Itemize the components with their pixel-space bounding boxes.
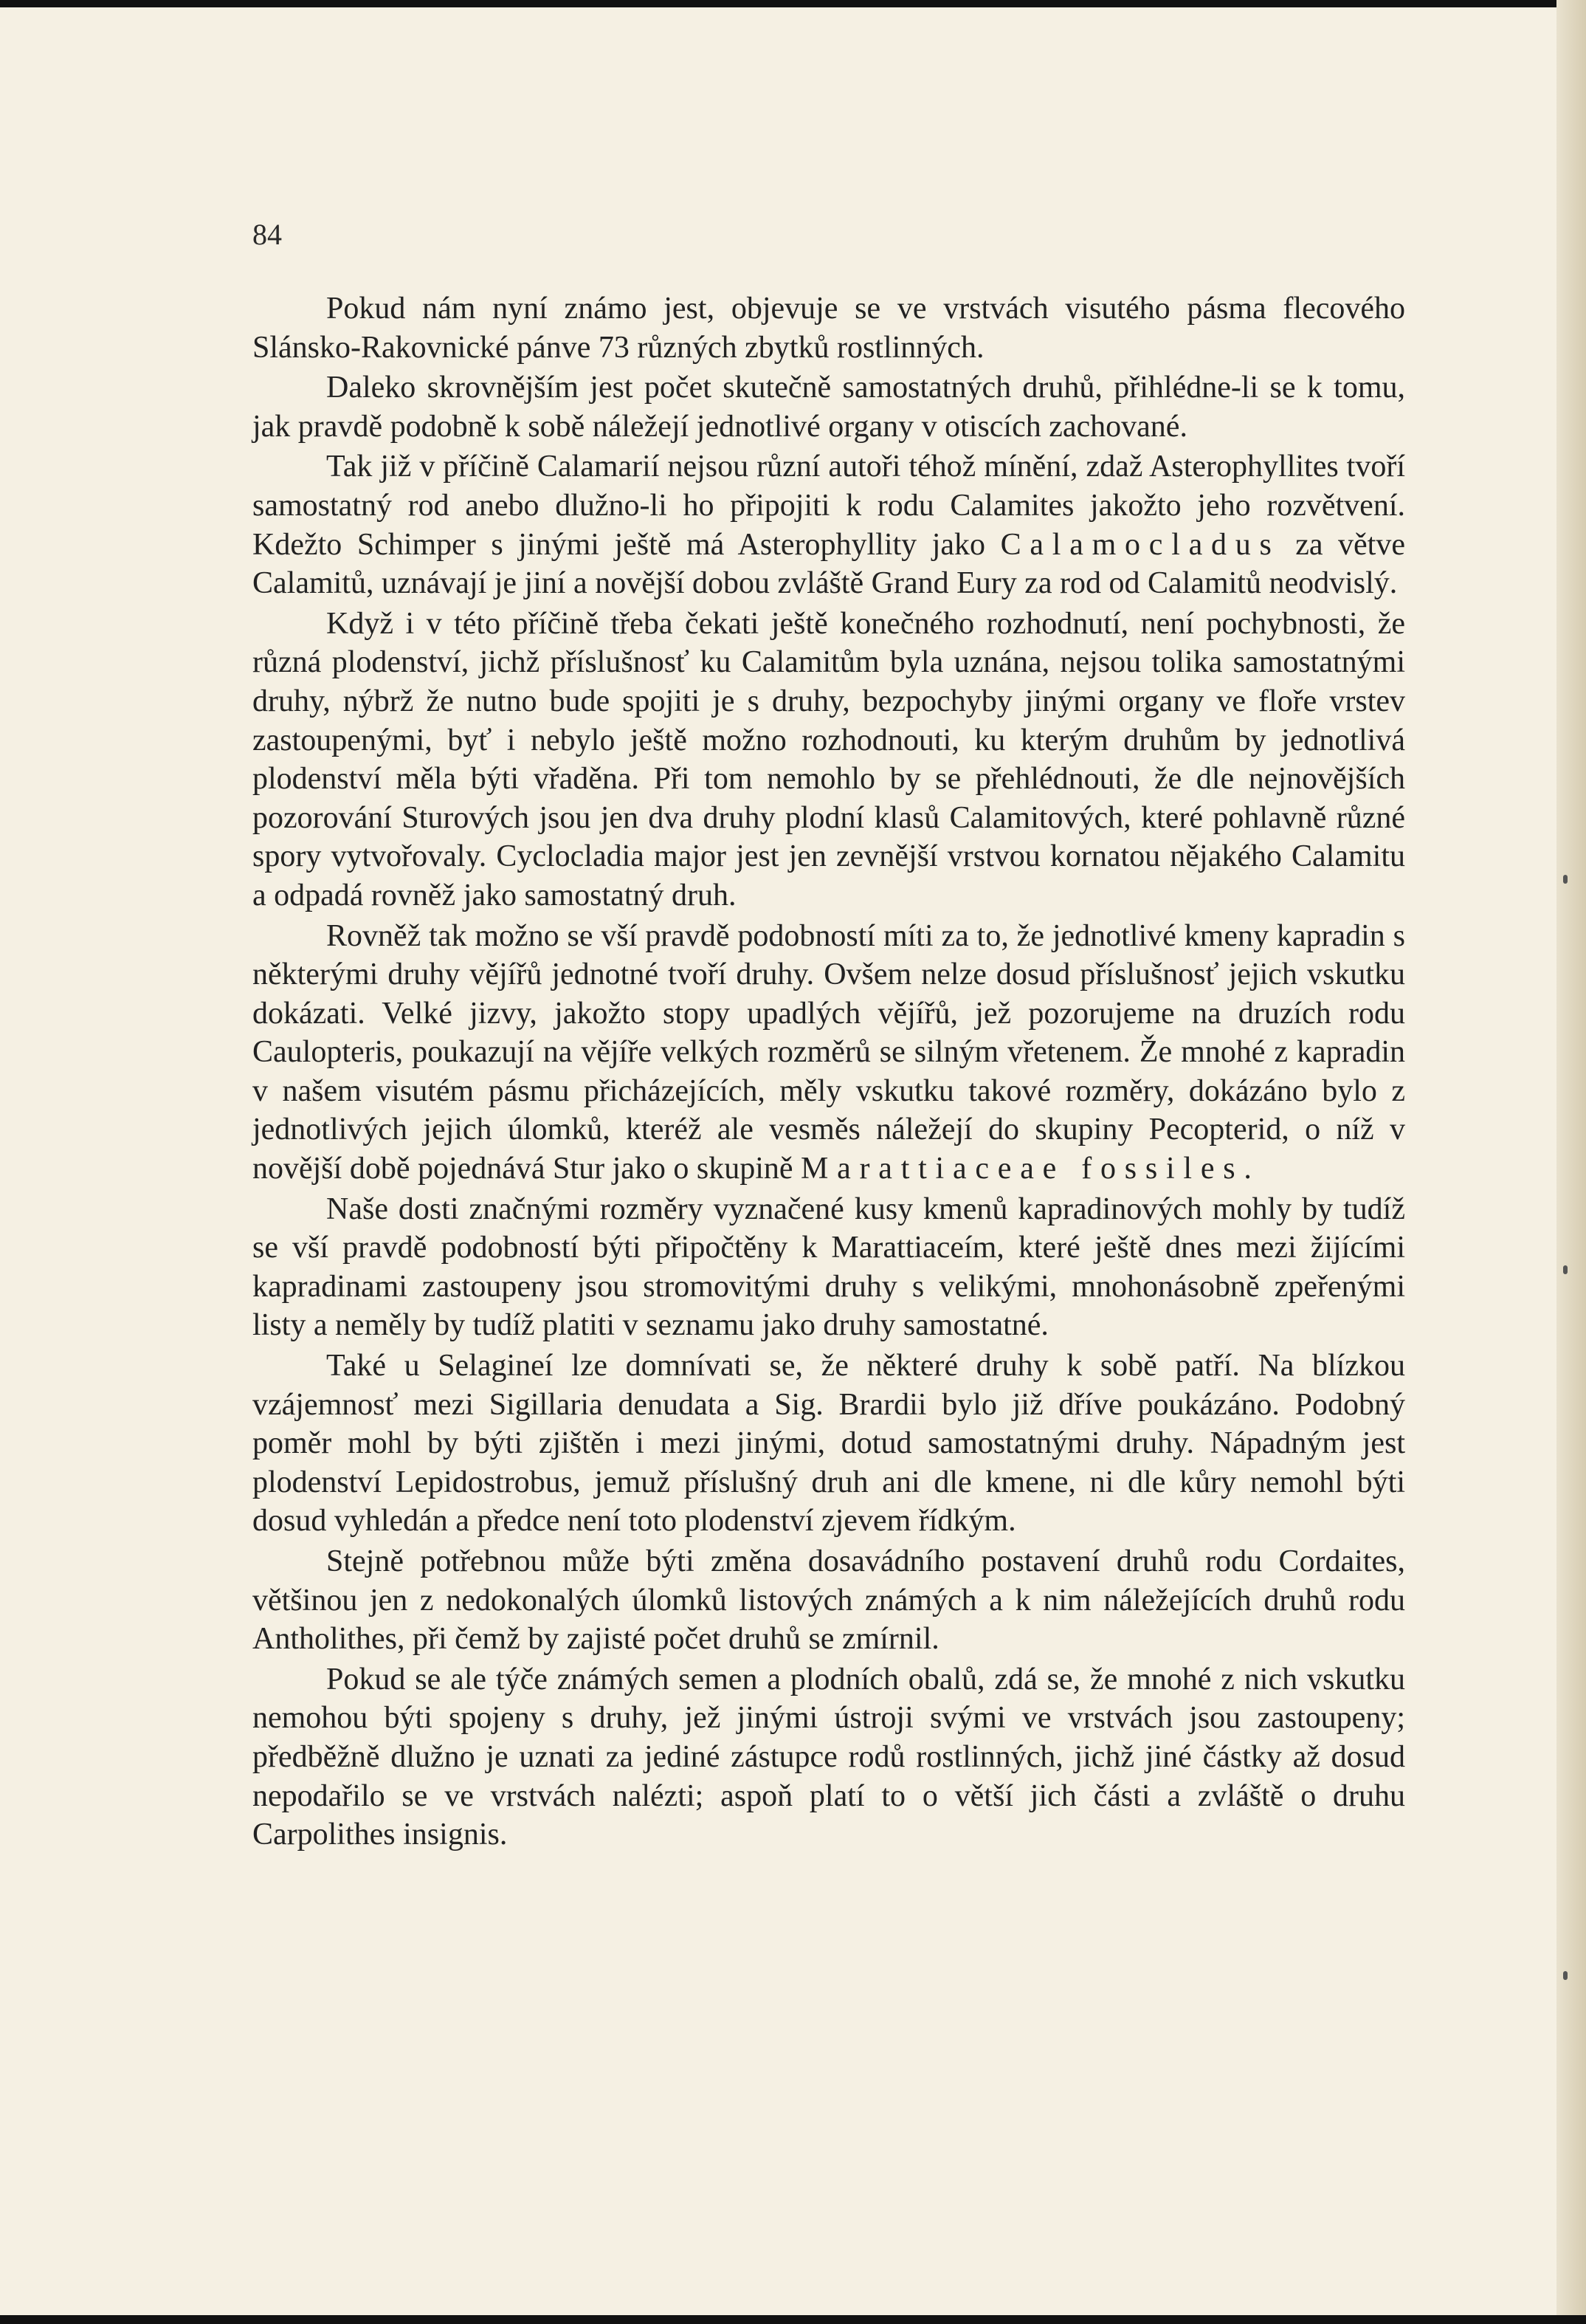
text-run: Pokud nám nyní známo jest, objevuje se ve vrstvách visutého pásma flecového Slánsko-Rakovnické pánve 73 různých zbytků rostlinných. [252,292,1405,365]
text-run: Stejně potřebnou může býti změna dosavádního postavení druhů rodu Cordaites, většinou jen z nedokonalých úlomků listových známých a k nim náležejících druhů rodu Antholithes, při čemž by zajisté počet druhů se zmírnil. [252,1544,1405,1657]
margin-mark [1563,875,1568,884]
text-run: Také u Selagineí lze domnívati se, že některé druhy k sobě patří. Na blízkou vzájemnosť mezi Sigillaria denudata a Sig. Brardii bylo již dříve poukázáno. Podobný poměr mohl by býti zjištěn i mezi jinými, dotud samostatnými druhy. Nápadným jest plodenství Lepidostrobus, jemuž příslušný druh ani dle kmene, ni dle kůry nemohl býti dosud vyhledán a předce není toto plodenství zjevem řídkým. [252,1349,1405,1539]
text-run: . [1244,1152,1252,1186]
text-run: Tak již v příčině Calamarií nejsou různí autoři téhož mínění, zdaž Asterophyllites tvoří samostatný rod anebo dlužno-li ho připojiti k rodu Calamites jakožto jeho rozvětvení. Kdežto Schimper s jinými ještě má Asterophyllity jako [252,450,1405,562]
paragraph [252,289,1405,367]
text-run: Když i v této příčině třeba čekati ještě konečného rozhodnutí, není pochybnosti, že různá plodenství, jichž příslušnosť ku Calamitům byla uznána, nejsou tolika samostatnými druhy, nýbrž že nutno bude spojiti je s druhy, bezpochyby jinými organy ve floře vrstev zastoupenými, byť i nebylo ještě možno rozhodnouti, ku kterým druhům by jednotlivá plodenství měla býti vřaděna. Při tom nemohlo by se přehlédnouti, že dle nejnovějších pozorování Sturových jsou jen dva druhy plodní klasů Calamitových, které pohlavně různé spory vytvořovaly. Cyclocladia major jest jen zevnější vrstvou kornatou nějakého Calamitu a odpadá rovněž jako samostatný druh. [252,606,1405,912]
text-run: Rovněž tak možno se vší pravdě podobností míti za to, že jednotlivé kmeny kapradin s některými druhy vějířů jednotné tvoří druhy. Ovšem nelze dosud příslušnosť jejich vskutku dokázati. Velké jizvy, jakožto stopy upadlých vějířů, jež pozorujeme na druzích rodu Caulopteris, poukazují na vějíře velkých rozměrů se silným vřetenem. Že mnohé z kapradin v našem visutém pásmu přicházejících, měly vskutku takové rozměry, dokázáno bylo z jednotlivých jejich úlomků, kteréž ale vesměs náležejí do skupiny Pecopterid, o níž v novější době pojednává Stur jako o skupině [252,918,1405,1186]
body-text [252,289,1405,1856]
text-run: Daleko skrovnějším jest počet skutečně samostatných druhů, přihlédne-li se k tomu, jak pravdě podobně k sobě náležejí jednotlivé organy v otiscích zachované. [252,371,1405,444]
emphasized-term: Marattiaceae fossiles [801,1152,1244,1186]
paragraph [252,605,1405,915]
emphasized-term: Calamocladus [1000,527,1280,562]
margin-mark [1563,1971,1568,1980]
text-run: Naše dosti značnými rozměry vyznačené kusy kmenů kapradinových mohly by tudíž se vší pravdě podobností býti připočtěny k Marattiaceím, které ještě dnes mezi žijícími kapradinami zastoupeny jsou stromovitými druhy s velikými, mnohonásobně zpeřenými listy a neměly by tudíž platiti v seznamu jako druhy samostatné. [252,1192,1405,1343]
margin-mark [1563,1265,1568,1274]
scan-border-right [1556,0,1586,2324]
paragraph [252,1347,1405,1541]
scan-border-bottom [0,2315,1586,2324]
paragraph [252,368,1405,446]
paragraph [252,1542,1405,1659]
paragraph [252,1190,1405,1345]
scan-border-top [0,0,1586,7]
page-number: 84 [252,218,282,251]
paragraph [252,1660,1405,1854]
paragraph [252,447,1405,602]
text-run: Pokud se ale týče známých semen a plodních obalů, zdá se, že mnohé z nich vskutku nemohou býti spojeny s druhy, jež jinými ústroji svými ve vrstvách jsou zastoupeny; předběžně dlužno je uznati za jediné zástupce rodů rostlinných, jichž jiné částky až dosud nepodařilo se ve vrstvách nalézti; aspoň platí to o větší jich části a zvláště o druhu Carpolithes insignis. [252,1662,1405,1852]
paragraph [252,917,1405,1189]
text-run: za větve Calamitů, uznávají je jiní a novější dobou zvláště Grand Eury za rod od Calamitů neodvislý. [252,527,1405,601]
